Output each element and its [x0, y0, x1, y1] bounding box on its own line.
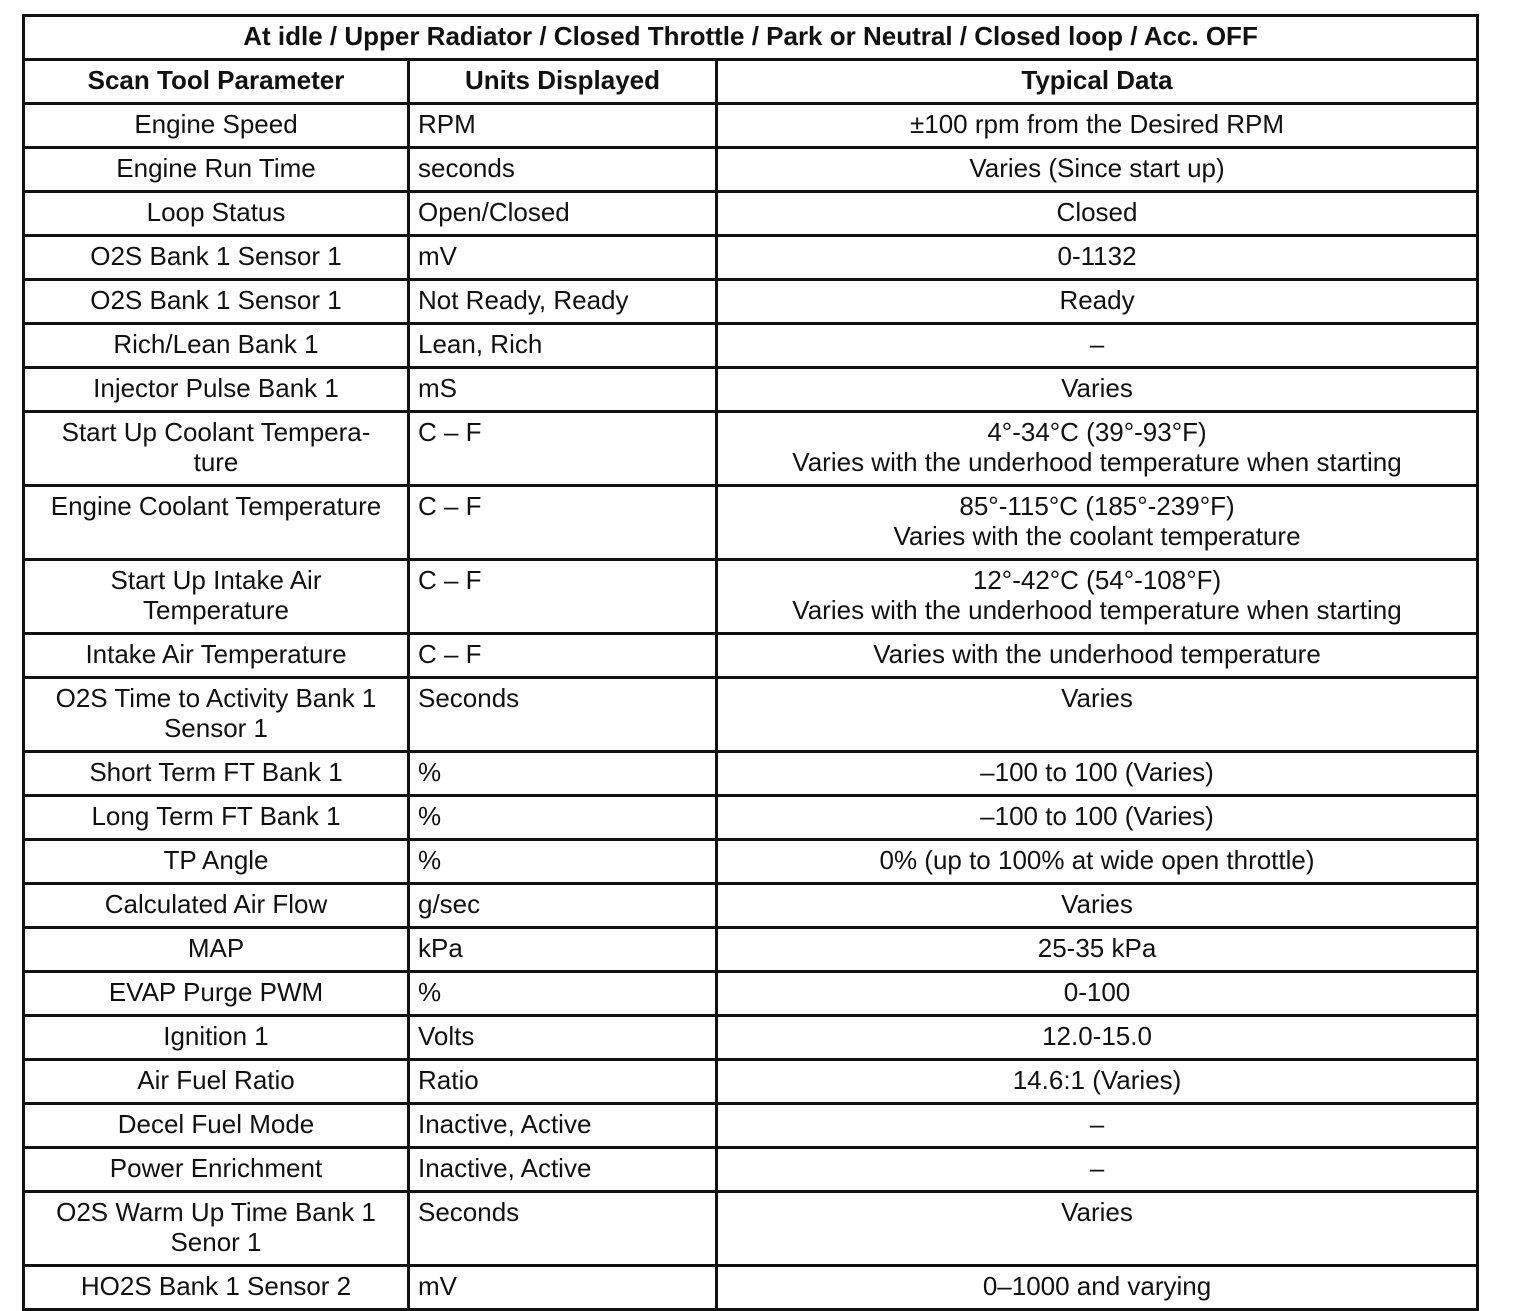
cell-units: %	[409, 752, 717, 796]
cell-parameter	[24, 486, 409, 560]
cell-typical-data	[717, 148, 1478, 192]
table-row	[24, 236, 1478, 280]
typical-data-line: 12°-42°C (54°-108°F)	[972, 565, 1222, 595]
typical-data-line: 0–1000 and varying	[982, 1271, 1212, 1301]
typical-data-line: –	[1089, 329, 1105, 359]
parameter-line: Engine Coolant Temperature	[50, 491, 382, 521]
table-row	[24, 1016, 1478, 1060]
cell-typical-data	[717, 928, 1478, 972]
typical-data-line: –	[1089, 1109, 1105, 1139]
table-row	[24, 192, 1478, 236]
table-row	[24, 1192, 1478, 1266]
typical-data-line: ±100 rpm from the Desired RPM	[909, 109, 1285, 139]
typical-data-line: 0-1132	[1057, 241, 1137, 271]
cell-typical-data	[717, 1104, 1478, 1148]
cell-typical-data	[717, 1148, 1478, 1192]
cell-typical-data	[717, 1016, 1478, 1060]
table-header-row	[24, 60, 1478, 104]
cell-units: C – F	[409, 560, 717, 634]
typical-data-line: 12.0-15.0	[1042, 1021, 1152, 1051]
parameter-line: Senor 1	[170, 1227, 262, 1257]
cell-parameter	[24, 884, 409, 928]
cell-units: %	[409, 796, 717, 840]
typical-data-line: 25-35 kPa	[1037, 933, 1157, 963]
cell-units: C – F	[409, 412, 717, 486]
cell-parameter	[24, 752, 409, 796]
table-row	[24, 280, 1478, 324]
column-header-typical-data: Typical Data	[717, 60, 1478, 104]
cell-typical-data	[717, 104, 1478, 148]
parameter-line: O2S Bank 1 Sensor 1	[90, 285, 342, 315]
cell-units: Not Ready, Ready	[409, 280, 717, 324]
cell-parameter	[24, 324, 409, 368]
cell-parameter	[24, 560, 409, 634]
cell-parameter	[24, 796, 409, 840]
cell-units: %	[409, 840, 717, 884]
cell-parameter	[24, 104, 409, 148]
parameter-line: Engine Speed	[134, 109, 298, 139]
table-row	[24, 368, 1478, 412]
table-row	[24, 1060, 1478, 1104]
parameter-line: Start Up Intake Air	[110, 565, 322, 595]
parameter-line: O2S Time to Activity Bank 1	[55, 683, 377, 713]
cell-parameter	[24, 412, 409, 486]
table-row	[24, 678, 1478, 752]
cell-typical-data	[717, 324, 1478, 368]
cell-typical-data	[717, 840, 1478, 884]
cell-parameter	[24, 192, 409, 236]
parameter-line: Short Term FT Bank 1	[89, 757, 343, 787]
parameter-line: MAP	[187, 933, 245, 963]
cell-typical-data	[717, 634, 1478, 678]
column-header-parameter: Scan Tool Parameter	[24, 60, 409, 104]
table-row	[24, 752, 1478, 796]
cell-units: C – F	[409, 486, 717, 560]
cell-units: Inactive, Active	[409, 1104, 717, 1148]
table-row	[24, 796, 1478, 840]
typical-data-line: –	[1089, 1153, 1105, 1183]
cell-units: Lean, Rich	[409, 324, 717, 368]
cell-typical-data	[717, 236, 1478, 280]
typical-data-line: Varies with the underhood temperature when starting	[792, 447, 1402, 477]
cell-units: Ratio	[409, 1060, 717, 1104]
cell-units: kPa	[409, 928, 717, 972]
typical-data-line: Varies	[1061, 373, 1133, 403]
parameter-line: Sensor 1	[163, 713, 269, 743]
table-row	[24, 884, 1478, 928]
parameter-line: ture	[193, 447, 239, 477]
cell-units: mS	[409, 368, 717, 412]
cell-units: RPM	[409, 104, 717, 148]
typical-data-line: 0% (up to 100% at wide open throttle)	[879, 845, 1315, 875]
parameter-line: HO2S Bank 1 Sensor 2	[80, 1271, 352, 1301]
cell-units: g/sec	[409, 884, 717, 928]
scan-tool-data-table	[22, 14, 1479, 1311]
cell-units: %	[409, 972, 717, 1016]
parameter-line: Rich/Lean Bank 1	[113, 329, 319, 359]
parameter-line: Decel Fuel Mode	[117, 1109, 315, 1139]
parameter-line: Intake Air Temperature	[85, 639, 347, 669]
column-header-units: Units Displayed	[409, 60, 717, 104]
cell-units: C – F	[409, 634, 717, 678]
parameter-line: Power Enrichment	[109, 1153, 323, 1183]
typical-data-line: 4°-34°C (39°-93°F)	[987, 417, 1207, 447]
table-row	[24, 148, 1478, 192]
cell-units: mV	[409, 236, 717, 280]
cell-parameter	[24, 280, 409, 324]
cell-typical-data	[717, 1266, 1478, 1310]
typical-data-line: 0-100	[1063, 977, 1131, 1007]
cell-parameter	[24, 368, 409, 412]
parameter-line: Calculated Air Flow	[104, 889, 328, 919]
cell-typical-data	[717, 1060, 1478, 1104]
typical-data-line: Varies (Since start up)	[969, 153, 1225, 183]
cell-parameter	[24, 634, 409, 678]
table-row	[24, 928, 1478, 972]
typical-data-line: Varies	[1061, 889, 1133, 919]
cell-parameter	[24, 678, 409, 752]
cell-parameter	[24, 1060, 409, 1104]
typical-data-line: Varies with the coolant temperature	[893, 521, 1301, 551]
table-row	[24, 412, 1478, 486]
parameter-line: O2S Bank 1 Sensor 1	[90, 241, 342, 271]
parameter-line: Air Fuel Ratio	[137, 1065, 295, 1095]
cell-units: Volts	[409, 1016, 717, 1060]
typical-data-line: 14.6:1 (Varies)	[1012, 1065, 1182, 1095]
cell-parameter	[24, 928, 409, 972]
typical-data-line: –100 to 100 (Varies)	[980, 757, 1214, 787]
cell-typical-data	[717, 486, 1478, 560]
typical-data-line: –100 to 100 (Varies)	[980, 801, 1214, 831]
parameter-line: Start Up Coolant Tempera-	[61, 417, 371, 447]
cell-typical-data	[717, 560, 1478, 634]
cell-units: Seconds	[409, 1192, 717, 1266]
typical-data-line: Closed	[1056, 197, 1138, 227]
parameter-line: Injector Pulse Bank 1	[93, 373, 339, 403]
parameter-line: O2S Warm Up Time Bank 1	[56, 1197, 376, 1227]
table-title-row	[24, 16, 1478, 60]
cell-units: Seconds	[409, 678, 717, 752]
cell-typical-data	[717, 678, 1478, 752]
cell-typical-data	[717, 884, 1478, 928]
cell-parameter	[24, 1266, 409, 1310]
table-row	[24, 560, 1478, 634]
cell-units: Open/Closed	[409, 192, 717, 236]
parameter-line: TP Angle	[163, 845, 269, 875]
parameter-line: Loop Status	[146, 197, 286, 227]
cell-typical-data	[717, 752, 1478, 796]
parameter-line: Long Term FT Bank 1	[91, 801, 341, 831]
parameter-line: Ignition 1	[163, 1021, 269, 1051]
cell-parameter	[24, 972, 409, 1016]
cell-parameter	[24, 1016, 409, 1060]
cell-typical-data	[717, 972, 1478, 1016]
table-row	[24, 972, 1478, 1016]
table-row	[24, 634, 1478, 678]
table-row	[24, 1148, 1478, 1192]
cell-units: seconds	[409, 148, 717, 192]
cell-typical-data	[717, 796, 1478, 840]
table-row	[24, 1266, 1478, 1310]
cell-parameter	[24, 1104, 409, 1148]
cell-parameter	[24, 1192, 409, 1266]
parameter-line: EVAP Purge PWM	[108, 977, 324, 1007]
cell-typical-data	[717, 368, 1478, 412]
table-row	[24, 840, 1478, 884]
cell-parameter	[24, 148, 409, 192]
table-body	[24, 104, 1478, 1310]
cell-typical-data	[717, 192, 1478, 236]
cell-typical-data	[717, 1192, 1478, 1266]
parameter-line: Engine Run Time	[116, 153, 316, 183]
table-row	[24, 104, 1478, 148]
parameter-line: Temperature	[143, 595, 289, 625]
table-row	[24, 486, 1478, 560]
typical-data-line: Ready	[1059, 285, 1135, 315]
typical-data-line: 85°-115°C (185°-239°F)	[959, 491, 1235, 521]
typical-data-line: Varies	[1061, 1197, 1133, 1227]
cell-typical-data	[717, 412, 1478, 486]
table-row	[24, 1104, 1478, 1148]
cell-units: Inactive, Active	[409, 1148, 717, 1192]
cell-parameter	[24, 236, 409, 280]
cell-typical-data	[717, 280, 1478, 324]
typical-data-line: Varies with the underhood temperature when starting	[792, 595, 1402, 625]
cell-parameter	[24, 1148, 409, 1192]
table-title: At idle / Upper Radiator / Closed Throttle / Park or Neutral / Closed loop / Acc. OFF	[24, 16, 1478, 60]
cell-parameter	[24, 840, 409, 884]
typical-data-line: Varies with the underhood temperature	[873, 639, 1321, 669]
table-row	[24, 324, 1478, 368]
cell-units: mV	[409, 1266, 717, 1310]
typical-data-line: Varies	[1061, 683, 1133, 713]
